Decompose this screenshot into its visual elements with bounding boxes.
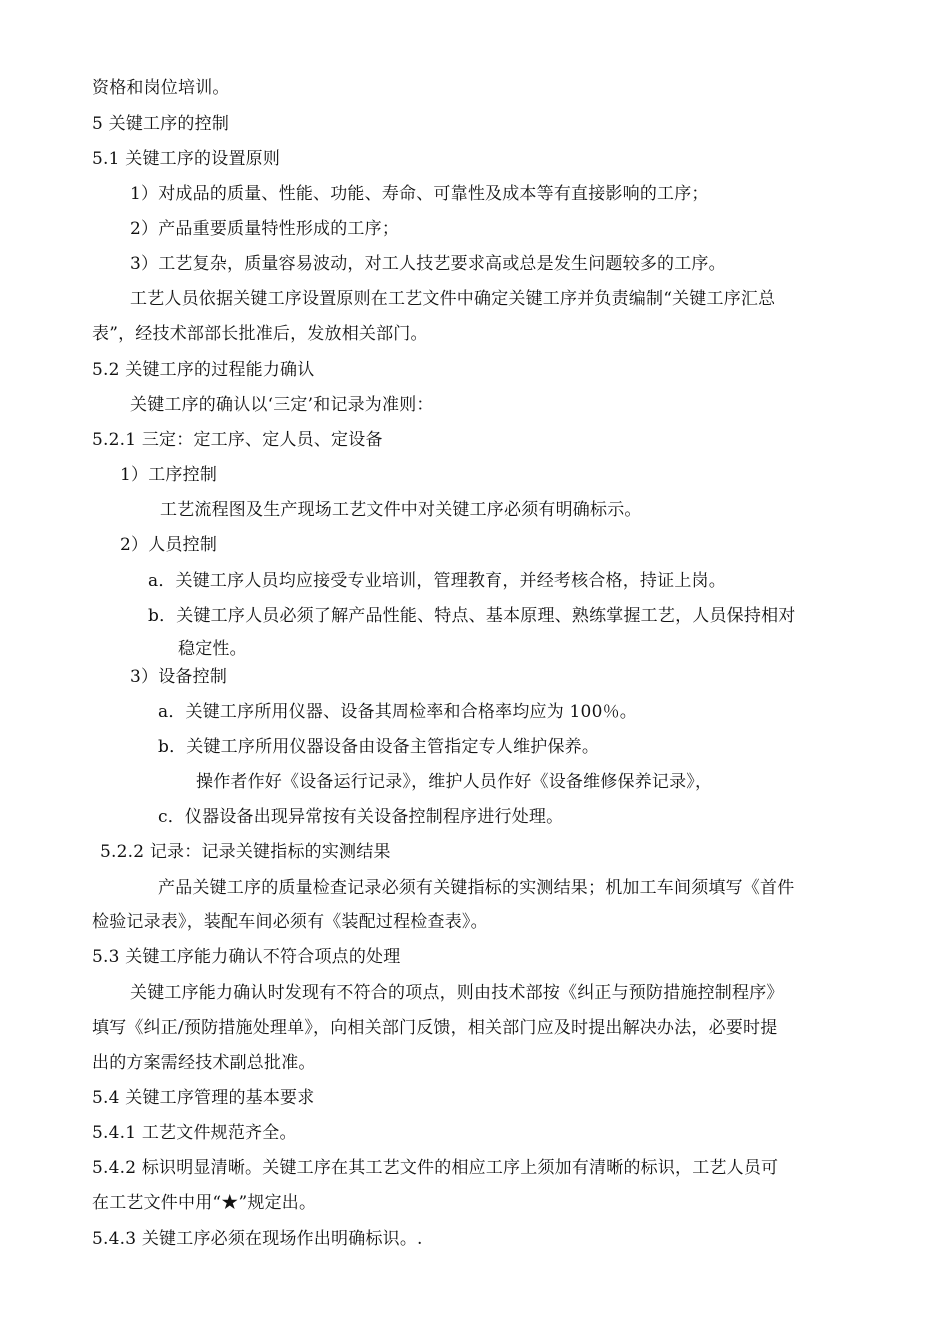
item-5-4-2-continuation: 在工艺文件中用“★”规定出。	[92, 1193, 317, 1213]
heading-section-5-2: 5.2 关键工序的过程能力确认	[92, 360, 315, 380]
paragraph-line: 工艺流程图及生产现场工艺文件中对关键工序必须有明确标示。	[160, 500, 642, 520]
list-item-principle-2: 2）产品重要质量特性形成的工序；	[130, 219, 400, 239]
subheading-personnel-control: 2）人员控制	[120, 535, 218, 555]
paragraph-line: 工艺人员依据关键工序设置原则在工艺文件中确定关键工序并负责编制“关键工序汇总	[130, 289, 776, 309]
list-item-b-note: 操作者作好《设备运行记录》，维护人员作好《设备维修保养记录》，	[196, 772, 713, 792]
item-5-4-3: 5.4.3 关键工序必须在现场作出明确标识。.	[92, 1229, 423, 1249]
heading-section-5-2-1: 5.2.1 三定：定工序、定人员、定设备	[92, 430, 383, 450]
list-item-a: a．关键工序人员均应接受专业培训，管理教育，并经考核合格，持证上岗。	[148, 571, 726, 591]
list-item-b: b．关键工序所用仪器设备由设备主管指定专人维护保养。	[158, 737, 600, 757]
subheading-equipment-control: 3）设备控制	[130, 667, 228, 687]
item-5-4-1: 5.4.1 工艺文件规范齐全。	[92, 1123, 297, 1143]
list-item-principle-3: 3）工艺复杂，质量容易波动，对工人技艺要求高或总是发生问题较多的工序。	[130, 254, 726, 274]
heading-section-5-3: 5.3 关键工序能力确认不符合项点的处理	[92, 947, 401, 967]
paragraph-line: 填写《纠正/预防措施处理单》，向相关部门反馈，相关部门应及时提出解决办法，必要时提	[92, 1018, 778, 1038]
subheading-process-control: 1）工序控制	[120, 465, 218, 485]
paragraph-line: 检验记录表》，装配车间必须有《装配过程检查表》。	[92, 912, 488, 932]
list-item-principle-1: 1）对成品的质量、性能、功能、寿命、可靠性及成本等有直接影响的工序；	[130, 184, 709, 204]
paragraph-line: 表”，经技术部部长批准后，发放相关部门。	[92, 324, 428, 344]
paragraph-line: 出的方案需经技术副总批准。	[92, 1053, 316, 1073]
item-5-4-2: 5.4.2 标识明显清晰。关键工序在其工艺文件的相应工序上须加有清晰的标识，工艺人员可	[92, 1158, 779, 1178]
heading-section-5-4: 5.4 关键工序管理的基本要求	[92, 1088, 315, 1108]
text-line-continuation: 资格和岗位培训。	[92, 78, 230, 98]
heading-section-5-2-2: 5.2.2 记录：记录关键指标的实测结果	[100, 842, 391, 862]
list-item-a: a．关键工序所用仪器、设备其周检率和合格率均应为 100％。	[158, 702, 637, 722]
paragraph-line: 产品关键工序的质量检查记录必须有关键指标的实测结果；机加工车间须填写《首件	[158, 878, 795, 898]
paragraph-line: 关键工序能力确认时发现有不符合的项点，则由技术部按《纠正与预防措施控制程序》	[130, 983, 784, 1003]
list-item-c: c．仪器设备出现异常按有关设备控制程序进行处理。	[158, 807, 564, 827]
list-item-b-continuation: 稳定性。	[178, 639, 247, 659]
heading-section-5-1: 5.1 关键工序的设置原则	[92, 149, 281, 169]
heading-section-5: 5 关键工序的控制	[92, 114, 230, 134]
paragraph-line: 关键工序的确认以‘三定’和记录为准则：	[130, 395, 434, 415]
list-item-b: b．关键工序人员必须了解产品性能、特点、基本原理、熟练掌握工艺，人员保持相对	[148, 606, 796, 626]
